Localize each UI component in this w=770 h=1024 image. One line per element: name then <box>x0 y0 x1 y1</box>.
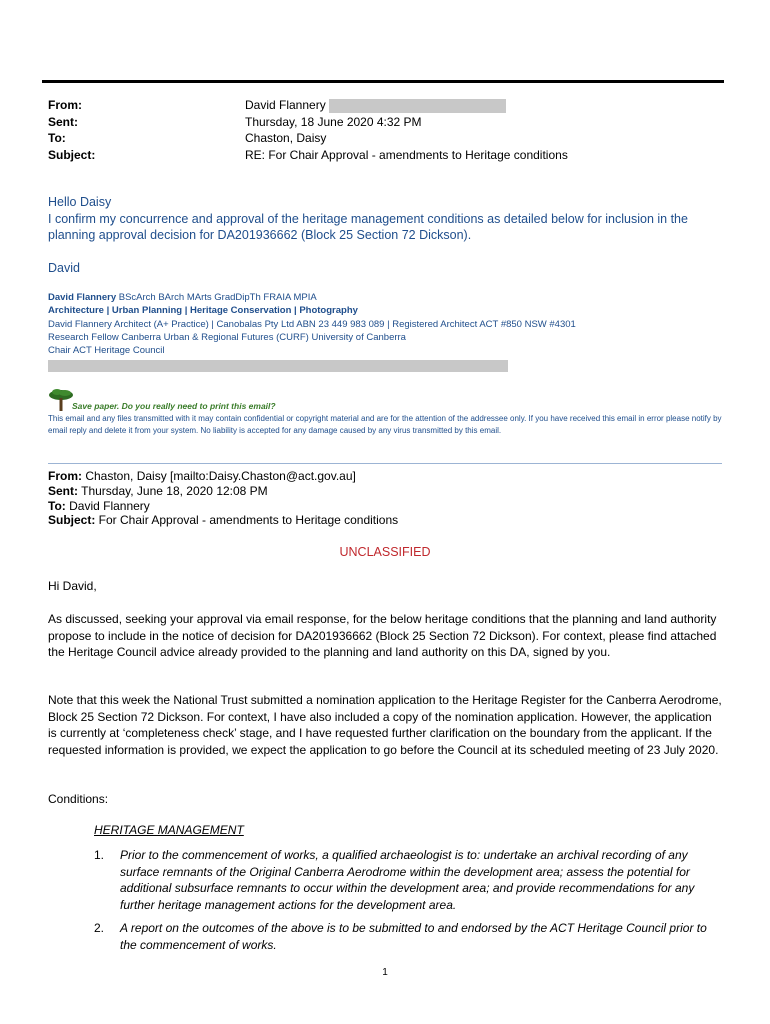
reply-signoff: David <box>48 260 80 275</box>
from-label: From: <box>48 98 82 112</box>
condition-number: 2. <box>94 921 105 935</box>
original-header <box>48 469 728 528</box>
condition-item <box>94 920 724 953</box>
signature-credentials: BScArch BArch MArts GradDipTh FRAIA MPIA <box>116 292 317 303</box>
reply-text: I confirm my concurrence and approval of the heritage management conditions as detailed below for inclusion in the planning approval decision for DA201936662 (Block 25 Section 72 Dickson). <box>48 211 688 242</box>
reply-header <box>48 97 728 163</box>
message-paragraph-1: As discussed, seeking your approval via email response, for the below heritage conditions that the planning and land authority propose to include in the notice of decision for DA201936662 (Block 25 Section 72 Dickson). For context, please find attached the Heritage Council advice already provided to the planning and land authority on this DA, signed by you. <box>48 612 717 659</box>
message-greeting: Hi David, <box>48 579 97 593</box>
subject-value: RE: For Chair Approval - amendments to Heritage conditions <box>245 147 568 162</box>
from-value <box>245 97 728 114</box>
heritage-heading: HERITAGE MANAGEMENT <box>94 823 244 837</box>
signature-research: Research Fellow Canberra Urban & Regional Futures (CURF) University of Canberra <box>48 331 406 343</box>
reply-greeting: Hello Daisy <box>48 195 112 209</box>
orig-to-value: David Flannery <box>65 498 150 513</box>
condition-text: A report on the outcomes of the above is to be submitted to and endorsed by the ACT Heritage Council prior to the commencement of works. <box>120 921 707 952</box>
redacted-contact <box>48 360 508 372</box>
orig-from-label: From: <box>48 469 82 483</box>
disclaimer: This email and any files transmitted with it may contain confidential or copyright material and are for the attention of the addressee only. If you have received this email in error please notify by email reply and delete it from your system. No liability is accepted for any damage caused by any virus transmitted by this email. <box>48 414 722 435</box>
signature-chair: Chair ACT Heritage Council <box>48 345 165 357</box>
tree-icon <box>48 387 74 413</box>
orig-to-label: To: <box>48 498 66 513</box>
orig-from-value[interactable]: Chaston, Daisy [mailto:Daisy.Chaston@act.gov.au] <box>82 469 356 483</box>
signature-practice: David Flannery Architect (A+ Practice) | Canobalas Pty Ltd ABN 23 449 983 089 | Registered Architect ACT #850 NSW #4301 <box>48 318 576 330</box>
signature-disciplines: Architecture | Urban Planning | Heritage Conservation | Photography <box>48 305 358 317</box>
page-number: 1 <box>382 967 388 978</box>
redacted-email <box>329 99 506 113</box>
conditions-label: Conditions: <box>48 792 109 806</box>
condition-text: Prior to the commencement of works, a qualified archaeologist is to: undertake an archival recording of any surface remnants of the Original Canberra Aerodrome within the development area; assess the potential for additional subsurface remnants to occur within the development area; and provide recommendations for any further heritage management actions for the development area. <box>120 848 695 912</box>
orig-sent-value: Thursday, June 18, 2020 12:08 PM <box>78 483 268 498</box>
top-divider <box>42 80 724 83</box>
reply-body <box>48 194 728 276</box>
sent-value: Thursday, 18 June 2020 4:32 PM <box>245 114 422 129</box>
orig-sent-label: Sent: <box>48 483 78 498</box>
condition-number: 1. <box>94 848 105 862</box>
to-value: Chaston, Daisy <box>245 131 327 145</box>
sent-label: Sent: <box>48 114 78 129</box>
message-paragraph-2: Note that this week the National Trust submitted a nomination application to the Heritage Register for the Canberra Aerodrome, Block 25 Section 72 Dickson. For context, I have also included a copy of the nomination application. However, the application is currently at ‘completeness check’ stage, and I have requested further clarification on the boundary from the applicant. If the requested information is provided, we expect the application to go before the Council at its scheduled meeting of 23 July 2020. <box>48 693 722 757</box>
orig-subject-label: Subject: <box>48 513 96 528</box>
signature-block <box>48 291 728 357</box>
orig-subject-value: For Chair Approval - amendments to Heritage conditions <box>95 513 399 528</box>
save-paper-note: Save paper. Do you really need to print this email? <box>72 401 276 411</box>
condition-item <box>94 847 724 913</box>
signature-name: David Flannery <box>48 292 117 303</box>
to-label: To: <box>48 131 66 145</box>
message-separator <box>48 463 722 464</box>
classification-label: UNCLASSIFIED <box>339 545 431 559</box>
subject-label: Subject: <box>48 147 96 162</box>
from-name: David Flannery <box>245 98 326 112</box>
